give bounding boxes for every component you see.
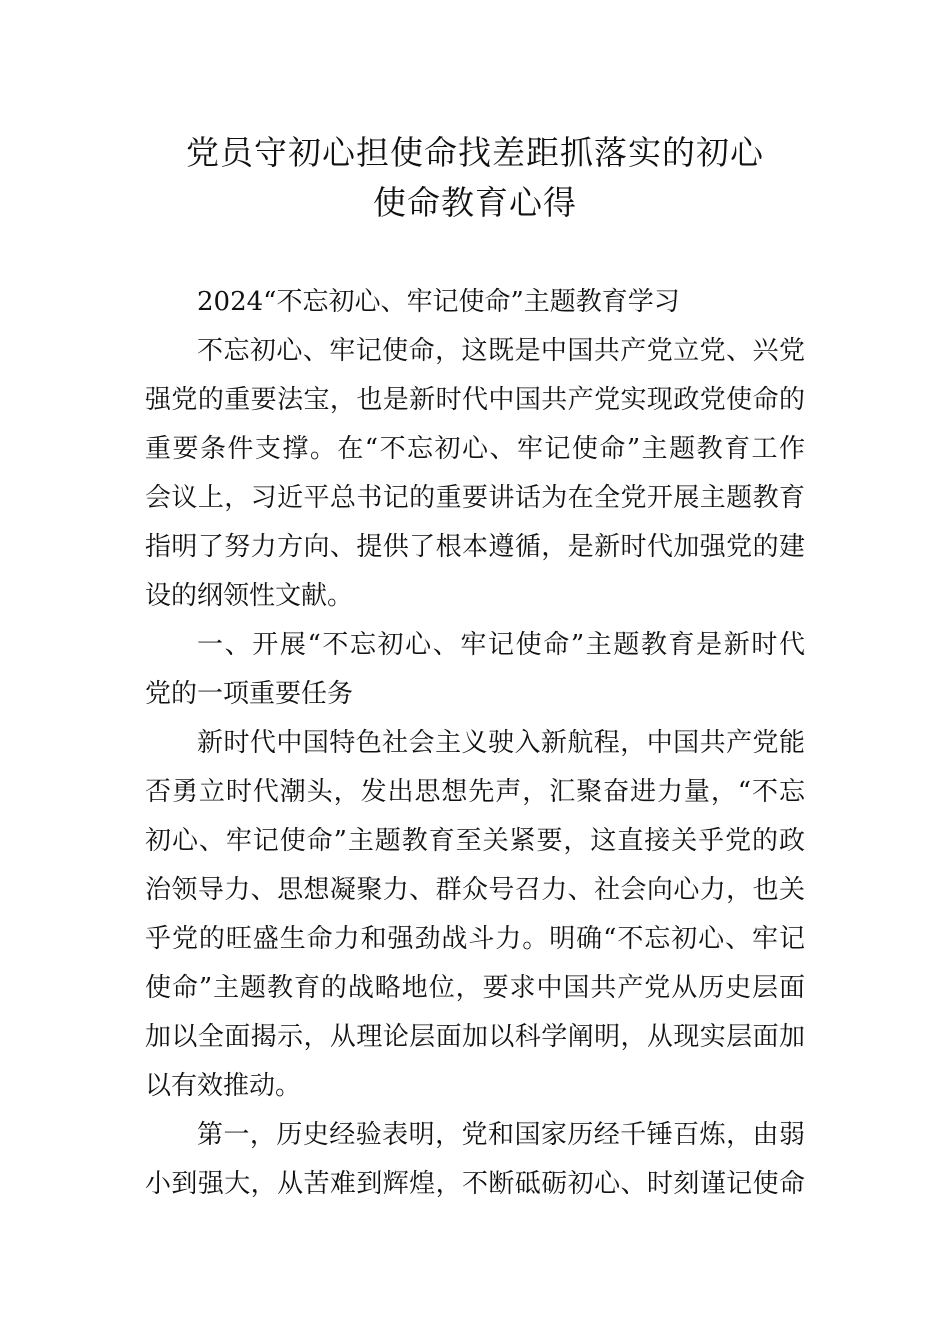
paragraph-2-line: 使命”主题教育的战略地位，要求中国共产党从历史层面 bbox=[145, 973, 805, 1003]
title-line-1: 党员守初心担使命找差距抓落实的初心 bbox=[186, 133, 764, 172]
paragraph-2-line: 乎党的旺盛生命力和强劲战斗力。明确“不忘初心、牢记 bbox=[145, 924, 805, 954]
paragraph-3-line: 小到强大，从苦难到辉煌，不断砥砺初心、时刻谨记使命 bbox=[145, 1169, 805, 1199]
paragraph-2-line: 加以全面揭示，从理论层面加以科学阐明，从现实层面加 bbox=[145, 1022, 805, 1052]
paragraph-2-line: 以有效推动。 bbox=[145, 1071, 302, 1101]
paragraph-1 bbox=[145, 327, 805, 621]
document-body bbox=[145, 278, 805, 1209]
title-line-2: 使命教育心得 bbox=[373, 183, 577, 222]
subtitle: 2024“不忘初心、牢记使命”主题教育学习 bbox=[197, 287, 680, 317]
paragraph-3-line: 第一，历史经验表明，党和国家历经千锤百炼，由弱 bbox=[197, 1120, 805, 1150]
paragraph-2 bbox=[145, 719, 805, 1111]
document-title bbox=[120, 128, 830, 228]
paragraph-2-line: 初心、牢记使命”主题教育至关紧要，这直接关乎党的政 bbox=[145, 826, 805, 856]
section-heading-line: 一、开展“不忘初心、牢记使命”主题教育是新时代 bbox=[197, 630, 805, 660]
paragraph-1-line: 会议上，习近平总书记的重要讲话为在全党开展主题教育 bbox=[145, 483, 805, 513]
paragraph-1-line: 重要条件支撑。在“不忘初心、牢记使命”主题教育工作 bbox=[145, 434, 805, 464]
section-heading-1 bbox=[145, 621, 805, 719]
paragraph-2-line: 新时代中国特色社会主义驶入新航程，中国共产党能 bbox=[197, 728, 805, 758]
paragraph-1-line: 设的纲领性文献。 bbox=[145, 581, 354, 611]
paragraph-2-line: 否勇立时代潮头，发出思想先声，汇聚奋进力量，“不忘 bbox=[145, 777, 805, 807]
paragraph-1-line: 指明了努力方向、提供了根本遵循，是新时代加强党的建 bbox=[145, 532, 805, 562]
paragraph-1-line: 强党的重要法宝，也是新时代中国共产党实现政党使命的 bbox=[145, 385, 805, 415]
paragraph-2-line: 治领导力、思想凝聚力、群众号召力、社会向心力，也关 bbox=[145, 875, 805, 905]
paragraph-3 bbox=[145, 1111, 805, 1209]
paragraph-1-line: 不忘初心、牢记使命，这既是中国共产党立党、兴党 bbox=[197, 336, 805, 366]
section-heading-line: 党的一项重要任务 bbox=[145, 679, 354, 709]
